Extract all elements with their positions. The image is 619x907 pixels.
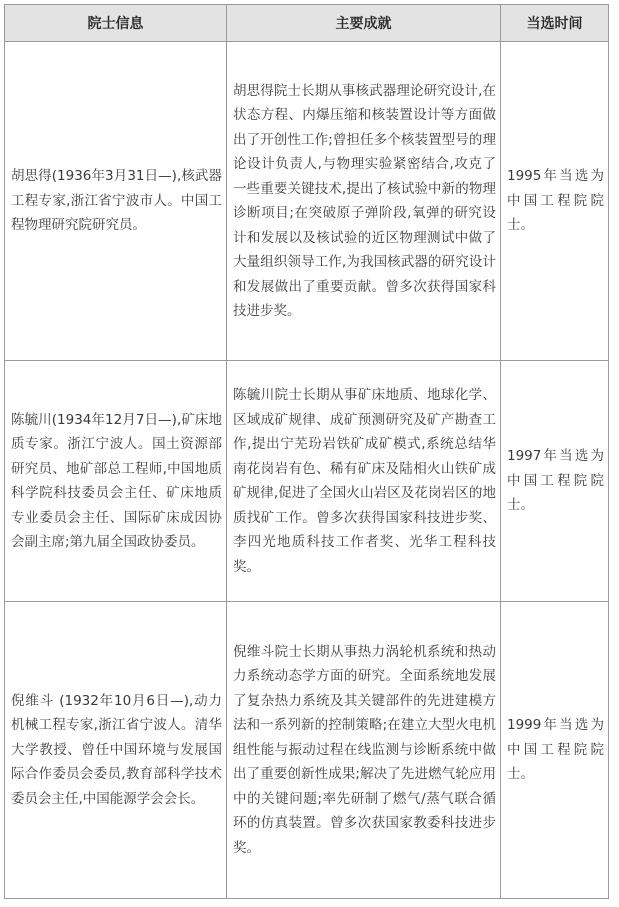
academicians-table (4, 4, 609, 899)
table-row (5, 361, 609, 602)
academician-achievements: 胡思得院士长期从事核武器理论研究设计,在状态方程、内爆压缩和核装置设计等方面做出了开创性工作;曾担任多个核装置型号的理论设计负责人,与物理实验紧密结合,攻克了一些重要关键技术,提出了核试验中新的物理诊断项目;在突破原子弹阶段,氧弹的研究设计和发展以及核试验的近区物理测试中做了大量组织领导工作,为我国核武器的研究设计和发展做出了重要贡献。曾多次获得国家科技进步奖。 (227, 42, 501, 361)
academician-info: 倪维斗 (1932年10月6日—),动力机械工程专家,浙江省宁波人。清华大学教授、曾任中国环境与发展国际合作委员会委员,教育部科学技术委员会主任,中国能源学会会长。 (5, 602, 227, 899)
academician-elected: 1999年当选为中国工程院院士。 (501, 602, 609, 899)
table-row (5, 602, 609, 899)
academician-info: 胡思得(1936年3月31日—),核武器工程专家,浙江省宁波市人。中国工程物理研究院研究员。 (5, 42, 227, 361)
header-info: 院士信息 (5, 5, 227, 42)
academician-info: 陈毓川(1934年12月7日—),矿床地质专家。浙江宁波人。国土资源部研究员、地矿部总工程师,中国地质科学院科技委员会主任、矿床地质专业委员会主任、国际矿床成因协会副主席;第九届全国政协委员。 (5, 361, 227, 602)
table-row (5, 42, 609, 361)
academician-elected: 1997年当选为中国工程院院士。 (501, 361, 609, 602)
academician-achievements: 倪维斗院士长期从事热力涡轮机系统和热动力系统动态学方面的研究。全面系统地发展了复杂热力系统及其关键部件的先进建模方法和一系列新的控制策略;在建立大型火电机组性能与振动过程在线监测与诊断系统中做出了重要创新性成果;解决了先进燃气轮应用中的关键问题;率先研制了燃气/蒸气联合循环的仿真装置。曾多次获国家教委科技进步奖。 (227, 602, 501, 899)
header-row (5, 5, 609, 42)
header-achievements: 主要成就 (227, 5, 501, 42)
academician-elected: 1995年当选为中国工程院院士。 (501, 42, 609, 361)
header-elected: 当选时间 (501, 5, 609, 42)
academician-achievements: 陈毓川院士长期从事矿床地质、地球化学、区域成矿规律、成矿预测研究及矿产勘查工作,提出宁芜玢岩铁矿成矿模式,系统总结华南花岗岩有色、稀有矿床及陆相火山铁矿成矿规律,促进了全国火山岩区及花岗岩区的地质找矿工作。曾多次获得国家科技进步奖、李四光地质科技工作者奖、光华工程科技奖。 (227, 361, 501, 602)
